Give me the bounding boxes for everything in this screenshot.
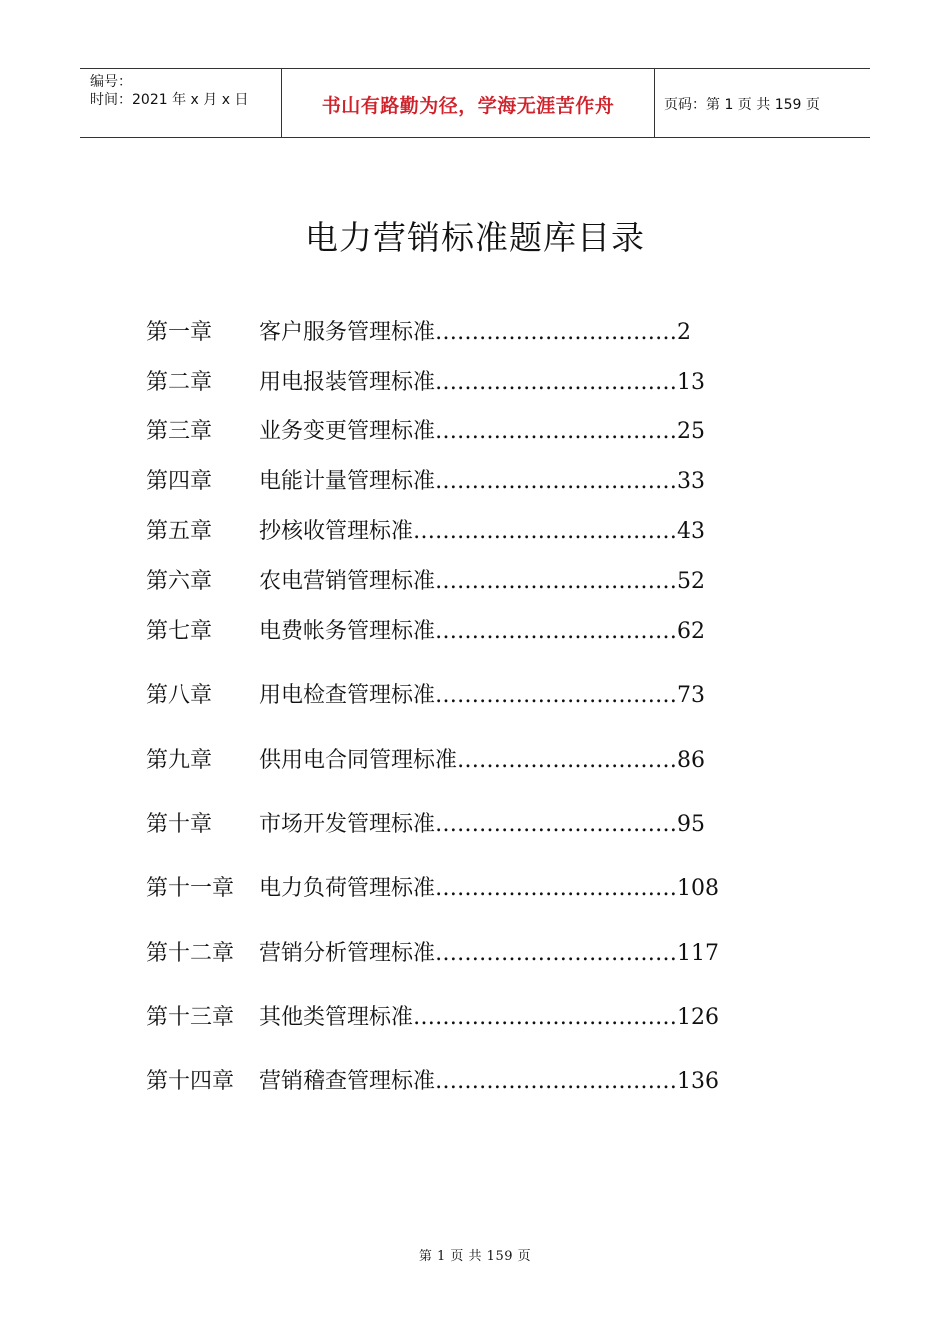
header-page-cell xyxy=(654,69,870,137)
header-page-info: 页码：第 1 页 共 159 页 xyxy=(664,97,820,113)
toc-chapter-title: 营销稽查管理标准……………………………136 xyxy=(259,1069,719,1094)
toc-chapter-number: 第十章 xyxy=(146,812,213,837)
toc-chapter-number: 第十二章 xyxy=(146,941,235,966)
header-motto: 书山有路勤为径，学海无涯苦作舟 xyxy=(321,95,615,117)
toc-entry[interactable] xyxy=(146,1002,719,1034)
toc-chapter-title: 电力负荷管理标准……………………………108 xyxy=(259,876,719,901)
toc-chapter-title: 用电报装管理标准……………………………13 xyxy=(259,370,705,395)
toc-chapter-number: 第三章 xyxy=(146,419,213,444)
toc-entry[interactable] xyxy=(146,809,705,841)
toc-entry[interactable] xyxy=(146,938,719,970)
toc-entry[interactable] xyxy=(146,1066,719,1098)
header-meta-cell xyxy=(80,69,281,137)
header-table xyxy=(80,68,870,138)
toc-entry[interactable] xyxy=(146,317,691,349)
toc-entry[interactable] xyxy=(146,466,705,498)
document-time-label: 时间：2021 年 x 月 x 日 xyxy=(90,92,249,108)
toc-chapter-number: 第一章 xyxy=(146,320,213,345)
toc-chapter-number: 第二章 xyxy=(146,370,213,395)
toc-entry[interactable] xyxy=(146,416,705,448)
toc-entry[interactable] xyxy=(146,516,705,548)
toc-chapter-number: 第七章 xyxy=(146,619,213,644)
toc-entry[interactable] xyxy=(146,367,705,399)
toc-chapter-number: 第十三章 xyxy=(146,1005,235,1030)
toc-chapter-title: 其他类管理标准………………………………126 xyxy=(259,1005,719,1030)
toc-chapter-title: 电能计量管理标准……………………………33 xyxy=(259,469,705,494)
toc-entry[interactable] xyxy=(146,745,705,777)
toc-chapter-title: 市场开发管理标准……………………………95 xyxy=(259,812,705,837)
toc-chapter-title: 客户服务管理标准……………………………2 xyxy=(259,320,691,345)
toc-chapter-title: 用电检查管理标准……………………………73 xyxy=(259,683,705,708)
toc-chapter-title: 供用电合同管理标准…………………………86 xyxy=(259,748,705,773)
header-motto-cell xyxy=(281,69,655,137)
toc-entry[interactable] xyxy=(146,566,705,598)
toc-chapter-number: 第十一章 xyxy=(146,876,235,901)
toc-chapter-number: 第五章 xyxy=(146,519,213,544)
toc-chapter-number: 第六章 xyxy=(146,569,213,594)
toc-chapter-number: 第四章 xyxy=(146,469,213,494)
toc-chapter-title: 抄核收管理标准………………………………43 xyxy=(259,519,705,544)
toc-chapter-title: 电费帐务管理标准……………………………62 xyxy=(259,619,705,644)
toc-chapter-number: 第八章 xyxy=(146,683,213,708)
toc-chapter-number: 第十四章 xyxy=(146,1069,235,1094)
toc-chapter-number: 第九章 xyxy=(146,748,213,773)
toc-entry[interactable] xyxy=(146,680,705,712)
toc-entry[interactable] xyxy=(146,616,705,648)
toc-chapter-title: 农电营销管理标准……………………………52 xyxy=(259,569,705,594)
document-number-label: 编号： xyxy=(90,74,132,90)
toc-chapter-title: 营销分析管理标准……………………………117 xyxy=(259,941,719,966)
toc-chapter-title: 业务变更管理标准……………………………25 xyxy=(259,419,705,444)
toc-entry[interactable] xyxy=(146,873,719,905)
page-footer: 第 1 页 共 159 页 xyxy=(418,1249,532,1264)
page-title: 电力营销标准题库目录 xyxy=(305,218,645,257)
